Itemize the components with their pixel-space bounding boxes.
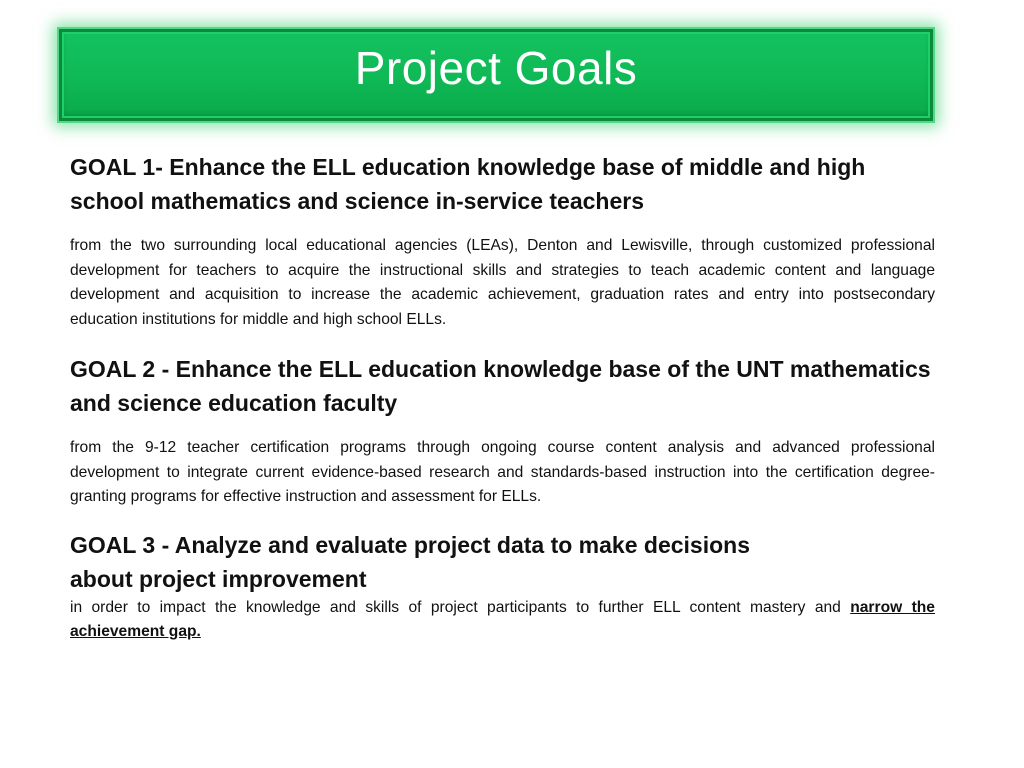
goal-3-heading bbox=[70, 528, 935, 596]
goal-2-section bbox=[70, 352, 935, 510]
page-title: Project Goals bbox=[354, 42, 638, 94]
goal-1-section bbox=[70, 150, 935, 332]
goals-content bbox=[70, 150, 935, 645]
goal-3-heading-line-1: GOAL 3 - Analyze and evaluate project data to make decisions bbox=[70, 531, 750, 558]
goal-3-body-text: in order to impact the knowledge and skills of project participants to further ELL content mastery and bbox=[70, 598, 841, 616]
goal-2-heading: GOAL 2 - Enhance the ELL education knowledge base of the UNT mathematics and science education faculty bbox=[70, 356, 931, 416]
goal-1-body: from the two surrounding local educational agencies (LEAs), Denton and Lewisville, through customized professional development for teachers to acquire the instructional skills and strategies to teach academic content and language development and acquisition to increase the academic achievement, graduation rates and entry into postsecondary education institutions for middle and high school ELLs. bbox=[70, 237, 935, 328]
goal-3-emphasis: narrow the achievement gap. bbox=[70, 598, 935, 640]
goal-3-section bbox=[70, 528, 935, 645]
goal-1-heading: GOAL 1- Enhance the ELL education knowledge base of middle and high school mathematics and science in-service teachers bbox=[70, 154, 866, 214]
goal-3-heading-line-2: about project improvement bbox=[70, 565, 367, 592]
title-banner bbox=[59, 29, 933, 121]
goal-2-body: from the 9-12 teacher certification programs through ongoing course content analysis and advanced professional development to integrate current evidence-based research and standards-based instruction into the certification degree-granting programs for effective instruction and assessment for ELLs. bbox=[70, 439, 935, 505]
goal-3-body bbox=[70, 596, 935, 645]
